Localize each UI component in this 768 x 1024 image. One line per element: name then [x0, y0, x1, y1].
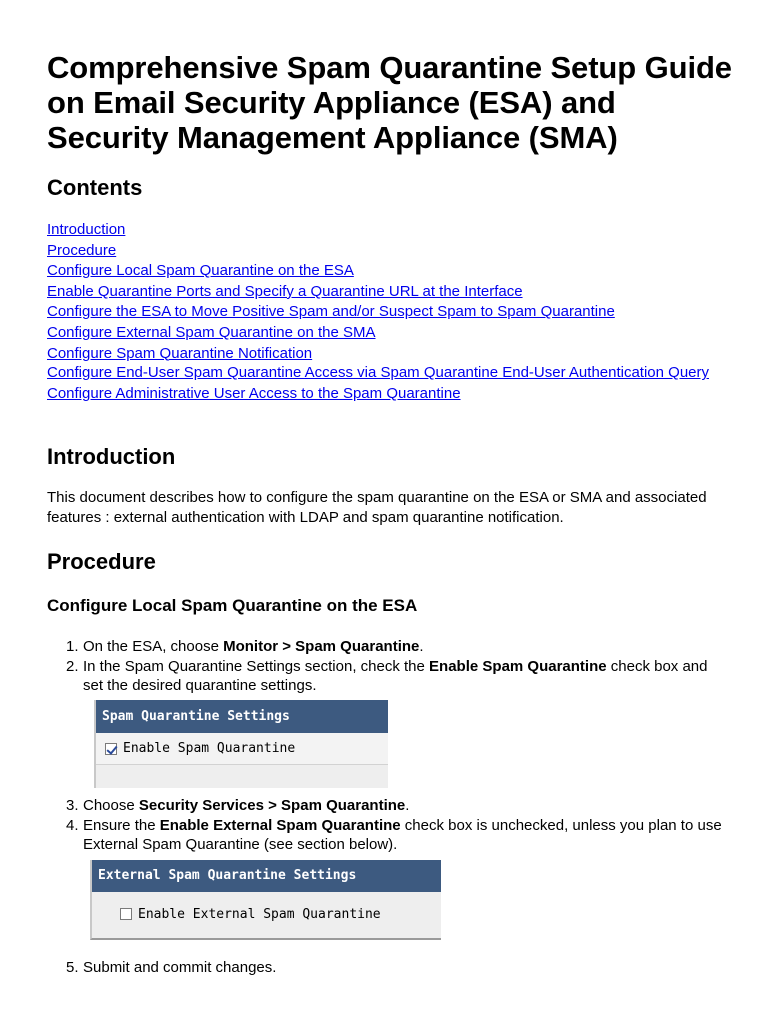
spam-quarantine-settings-screenshot [94, 700, 388, 788]
contents-heading: Contents [47, 175, 143, 200]
toc-item [47, 261, 727, 282]
toc-item [47, 323, 727, 344]
screenshot-header: External Spam Quarantine Settings [92, 860, 441, 892]
toc-link-local-quarantine[interactable]: Configure Local Spam Quarantine on the ESA [47, 262, 354, 280]
section-heading-local-quarantine: Configure Local Spam Quarantine on the ESA [47, 596, 418, 615]
external-spam-quarantine-settings-screenshot [90, 860, 441, 940]
step-item: 1. On the ESA, choose Monitor > Spam Quarantine. [66, 638, 424, 655]
checkbox-label: Enable External Spam Quarantine [138, 906, 381, 922]
steps-list-b [47, 796, 727, 855]
introduction-text: This document describes how to configure the spam quarantine on the ESA or SMA and associated features : external authentication with LDAP and spam quarantine notification. [47, 489, 707, 526]
enable-spam-quarantine-checkbox[interactable] [105, 743, 117, 755]
introduction-heading: Introduction [47, 444, 176, 469]
checkbox-label: Enable Spam Quarantine [123, 741, 296, 756]
screenshot-checkbox-row [96, 733, 388, 765]
toc-item [47, 282, 727, 303]
toc-item [47, 302, 727, 323]
toc-link-introduction[interactable]: Introduction [47, 221, 126, 238]
toc-link-end-user-access[interactable]: Configure End-User Spam Quarantine Access via Spam Quarantine End-User Authentication Query [47, 364, 710, 382]
table-of-contents [47, 220, 727, 404]
step-item: 5. Submit and commit changes. [66, 959, 277, 976]
step-item: 2. In the Spam Quarantine Settings section, check the Enable Spam Quarantine check box and set the desired quarantine settings. [66, 657, 708, 694]
toc-link-admin-access[interactable]: Configure Administrative User Access to the Spam Quarantine [47, 384, 461, 402]
toc-link-move-spam[interactable]: Configure the ESA to Move Positive Spam and/or Suspect Spam to Spam Quarantine [47, 303, 615, 321]
toc-item [47, 241, 727, 262]
step-item: 4. Ensure the Enable External Spam Quarantine check box is unchecked, unless you plan to use External Spam Quarantine (see section below). [66, 816, 722, 853]
steps-list-c [47, 958, 727, 978]
screenshot-header: Spam Quarantine Settings [96, 700, 388, 733]
toc-item [47, 384, 727, 405]
steps-list-a [47, 637, 727, 696]
step-item: 3. Choose Security Services > Spam Quarantine. [66, 797, 410, 814]
screenshot-checkbox-row [92, 892, 441, 936]
toc-link-notification[interactable]: Configure Spam Quarantine Notification [47, 344, 313, 362]
toc-item [47, 220, 727, 241]
toc-link-external-quarantine[interactable]: Configure External Spam Quarantine on the SMA [47, 323, 376, 341]
enable-external-spam-quarantine-checkbox[interactable] [120, 908, 132, 920]
procedure-heading: Procedure [47, 549, 156, 574]
toc-item [47, 344, 727, 365]
toc-link-procedure[interactable]: Procedure [47, 241, 117, 259]
toc-link-quarantine-ports[interactable]: Enable Quarantine Ports and Specify a Quarantine URL at the Interface [47, 282, 523, 300]
toc-item [47, 364, 727, 383]
document-title: Comprehensive Spam Quarantine Setup Guide on Email Security Appliance (ESA) and Security Management Appliance (SMA) [47, 50, 732, 155]
